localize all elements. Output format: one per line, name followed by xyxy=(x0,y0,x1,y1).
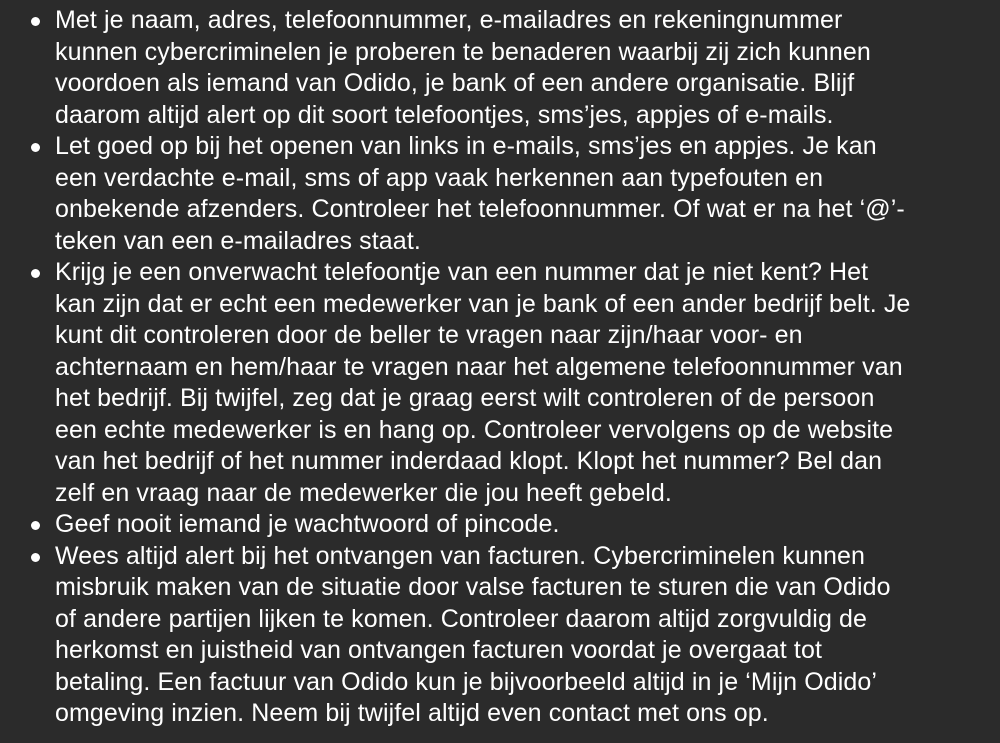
tip-line: kunt dit controleren door de beller te vragen naar zijn/haar voor- en xyxy=(55,321,803,349)
tip-line: teken van een e-mailadres staat. xyxy=(55,226,421,255)
tip-line: Let goed op bij het openen van links in e-mails, sms’jes en appjes. Je kan xyxy=(55,132,877,160)
tip-line: Met je naam, adres, telefoonnummer, e-mailadres en rekeningnummer xyxy=(55,6,843,34)
tip-line: onbekende afzenders. Controleer het telefoonnummer. Of wat er na het ‘@’- xyxy=(55,195,905,223)
list-item xyxy=(25,5,980,131)
list-item xyxy=(25,509,980,541)
tip-line: kunnen cybercriminelen je proberen te benaderen waarbij zij zich kunnen xyxy=(55,37,871,66)
tip-line: een echte medewerker is en hang op. Controleer vervolgens op de website xyxy=(55,415,894,444)
tip-line: betaling. Een factuur van Odido kun je bijvoorbeeld altijd in je ‘Mijn Odido’ xyxy=(55,667,878,696)
tip-line: herkomst en juistheid van ontvangen facturen voordat je overgaat tot xyxy=(55,636,822,664)
bullet-icon xyxy=(31,521,40,530)
bullet-icon xyxy=(31,17,40,26)
tip-line: misbruik maken van de situatie door valse facturen te sturen die van Odido xyxy=(55,573,891,601)
bullet-icon xyxy=(31,143,40,152)
list-item xyxy=(25,257,980,509)
tip-line: voordoen als iemand van Odido, je bank of een andere organisatie. Blijf xyxy=(55,69,855,97)
list-item xyxy=(25,541,980,730)
security-tips-list xyxy=(25,5,980,730)
list-item xyxy=(25,131,980,257)
tip-line: omgeving inzien. Neem bij twijfel altijd even contact met ons op. xyxy=(55,699,769,727)
tip-line: het bedrijf. Bij twijfel, zeg dat je graag eerst wilt controleren of de persoon xyxy=(55,384,875,412)
tip-line: of andere partijen lijken te komen. Controleer daarom altijd zorgvuldig de xyxy=(55,604,868,633)
tip-line: Wees altijd alert bij het ontvangen van facturen. Cybercriminelen kunnen xyxy=(55,541,865,570)
tip-line: van het bedrijf of het nummer inderdaad klopt. Klopt het nummer? Bel dan xyxy=(55,447,883,475)
tip-line: een verdachte e-mail, sms of app vaak herkennen aan typefouten en xyxy=(55,163,824,192)
tip-line: zelf en vraag naar de medewerker die jou heeft gebeld. xyxy=(55,478,672,507)
tip-line: Krijg je een onverwacht telefoontje van een nummer dat je niet kent? Het xyxy=(55,258,869,286)
tip-line: kan zijn dat er echt een medewerker van je bank of een ander bedrijf belt. Je xyxy=(55,289,911,318)
bullet-icon xyxy=(31,269,40,278)
tip-line: daarom altijd alert op dit soort telefoontjes, sms’jes, appjes of e-mails. xyxy=(55,100,834,129)
tip-line: achternaam en hem/haar te vragen naar het algemene telefoonnummer van xyxy=(55,352,903,381)
tip-line: Geef nooit iemand je wachtwoord of pincode. xyxy=(55,510,560,538)
bullet-icon xyxy=(31,553,40,562)
